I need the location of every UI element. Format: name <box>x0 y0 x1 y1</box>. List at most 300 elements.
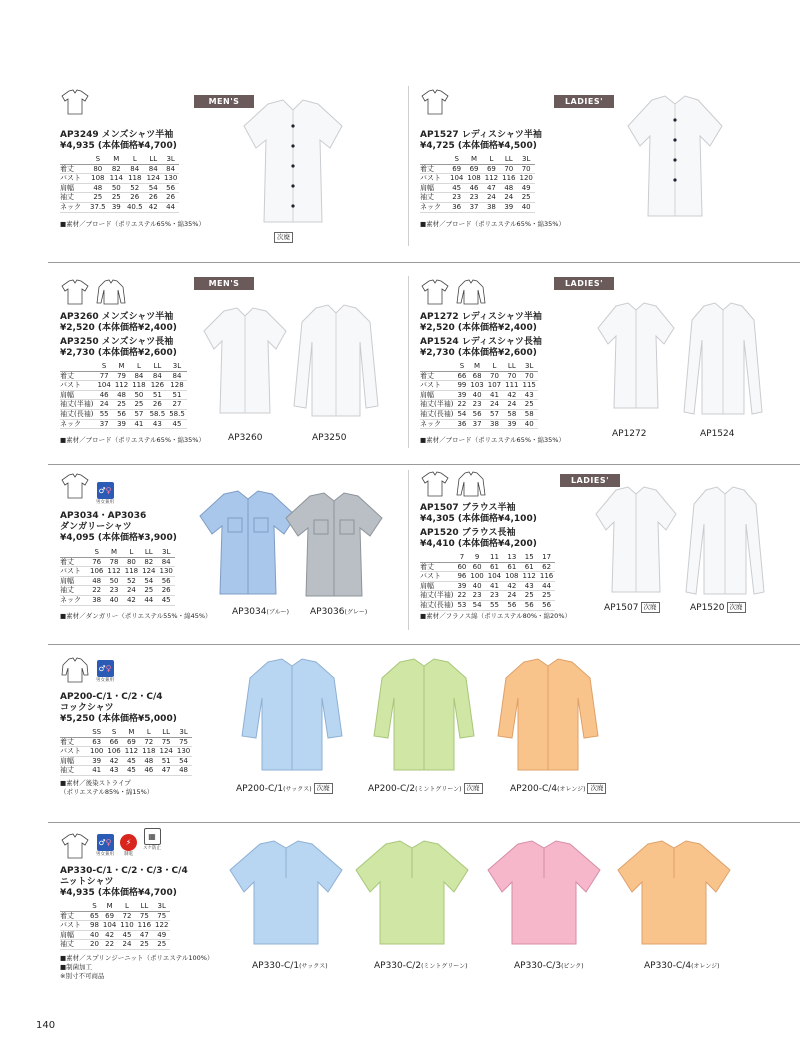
size-row <box>420 183 535 193</box>
measure-value: 25 <box>521 400 538 410</box>
product-price: ¥2,730 (本体価格¥2,600) <box>420 348 537 358</box>
size-table <box>420 362 538 429</box>
caption-ap330-c2: AP330-C/2(ミントグリーン) <box>374 961 468 971</box>
measure-value: 25 <box>136 940 153 950</box>
sketch-icons <box>60 278 126 306</box>
measure-value: 44 <box>140 595 157 605</box>
size-row <box>60 576 175 586</box>
measure-value: 42 <box>105 756 122 766</box>
measure-value: 75 <box>158 737 175 747</box>
measure-value: 24 <box>118 940 135 950</box>
size-header-cell: S <box>95 362 112 371</box>
measure-value: 100 <box>90 747 104 756</box>
sketch-icons <box>60 832 161 860</box>
size-header-blank <box>420 553 455 562</box>
product-name: AP1527 レディスシャツ半袖 <box>420 130 542 140</box>
size-row <box>420 591 555 601</box>
measure-value: 23 <box>465 193 482 203</box>
measure-value: 37 <box>465 202 482 212</box>
mens-badge: MEN'S <box>194 277 254 290</box>
size-header-cell: S <box>88 155 108 164</box>
size-row <box>420 572 555 582</box>
measure-value: 56 <box>162 183 179 193</box>
measure-label: 着丈 <box>420 164 448 174</box>
size-header-cell: 3L <box>518 155 535 164</box>
product-name: AP1520 ブラウス長袖 <box>420 528 516 538</box>
product-price: ¥4,410 (本体価格¥4,200) <box>420 539 537 549</box>
size-table <box>60 902 170 950</box>
measure-value: 38 <box>88 595 105 605</box>
measure-value: 50 <box>108 183 125 193</box>
size-row <box>60 419 187 429</box>
measure-value: 112 <box>107 567 121 576</box>
measure-value: 43 <box>521 581 538 591</box>
size-header-cell: 3L <box>175 728 192 737</box>
caption-ap330-c1: AP330-C/1(サックス) <box>252 961 328 971</box>
measure-value: 124 <box>142 567 156 576</box>
measure-value: 70 <box>518 164 535 174</box>
size-header-blank <box>60 155 88 164</box>
shirt-photo-ap1524 <box>680 300 766 420</box>
measure-value: 22 <box>457 400 467 409</box>
measure-value: 44 <box>538 581 555 591</box>
caption-ap200-c1: AP200-C/1(サックス) 次廃 <box>236 783 333 796</box>
measure-value: 47 <box>136 930 153 940</box>
size-row <box>60 174 179 184</box>
product-name: AP3249 メンズシャツ半袖 <box>60 130 174 140</box>
size-header-cell: L <box>125 155 145 164</box>
measure-value: 25 <box>140 586 157 596</box>
caption-ap1524: AP1524 <box>700 429 735 439</box>
measure-value: 45 <box>167 419 187 429</box>
measure-label: ネック <box>60 202 88 212</box>
size-row <box>60 930 170 940</box>
product-name: AP1507 ブラウス半袖 <box>420 503 516 513</box>
unisex-icon: ♂ ♀ 男女兼用 <box>96 482 114 505</box>
product-name: ダンガリーシャツ <box>60 522 132 532</box>
product-name: AP3034・AP3036 <box>60 511 147 521</box>
measure-label: バスト <box>420 381 455 391</box>
measure-value: 46 <box>140 766 157 776</box>
size-row <box>420 381 538 391</box>
measure-value: 72 <box>140 737 157 747</box>
measure-value: 48 <box>175 766 192 776</box>
measure-value: 56 <box>468 409 485 419</box>
product-name: AP200-C/1・C/2・C/4 <box>60 692 163 702</box>
measure-label: ネック <box>420 202 448 212</box>
measure-value: 103 <box>470 381 484 390</box>
measure-value: 51 <box>167 390 187 400</box>
measure-value: 106 <box>90 567 104 576</box>
size-header-cell: M <box>105 548 122 557</box>
measure-value: 84 <box>148 371 168 381</box>
size-header-cell: LL <box>500 155 517 164</box>
measure-value: 39 <box>88 756 105 766</box>
size-header-cell: L <box>130 362 147 371</box>
product-name: AP1272 レディスシャツ半袖 <box>420 312 542 322</box>
shirt-photo-ap1507 <box>592 484 680 596</box>
size-row <box>60 183 179 193</box>
size-table <box>60 362 187 429</box>
short-sleeve-sketch-icon <box>420 88 450 116</box>
measure-value: 111 <box>505 381 519 390</box>
measure-value: 50 <box>130 390 147 400</box>
size-header-cell: M <box>113 362 130 371</box>
measure-value: 48 <box>113 390 130 400</box>
size-header-cell: 11 <box>486 553 503 562</box>
measure-value: 41 <box>486 390 503 400</box>
measure-value: 42 <box>101 930 118 940</box>
size-row <box>60 202 179 212</box>
unisex-icon: ♂ ♀ 男女兼用 <box>96 834 114 857</box>
size-header-cell: M <box>101 902 118 911</box>
measure-value: 84 <box>125 164 145 174</box>
not-for-sale-tag: 次廃 <box>587 783 606 794</box>
measure-value: 106 <box>107 747 121 756</box>
measure-value: 24 <box>503 591 520 601</box>
product-price: ¥2,520 (本体価格¥2,400) <box>420 323 537 333</box>
size-row <box>420 419 538 429</box>
shirt-photo-ap3036 <box>282 490 386 600</box>
measure-value: 39 <box>113 419 130 429</box>
measure-value: 66 <box>457 371 467 380</box>
size-header-row <box>420 553 555 562</box>
unisex-icon: ♂ ♀ 男女兼用 <box>96 660 114 683</box>
measure-value: 25 <box>130 400 147 410</box>
measure-value: 37 <box>95 419 112 429</box>
size-header-cell: SS <box>88 728 105 737</box>
measure-value: 58 <box>503 409 520 419</box>
column-divider <box>408 276 409 448</box>
measure-value: 41 <box>486 581 503 591</box>
measure-value: 36 <box>457 419 467 428</box>
measure-value: 52 <box>125 183 145 193</box>
measure-value: 58.5 <box>169 409 185 418</box>
size-header-cell: 3L <box>158 548 175 557</box>
size-header-cell: 17 <box>538 553 555 562</box>
measure-value: 39 <box>457 581 467 590</box>
size-row <box>60 400 187 410</box>
measure-value: 55 <box>95 409 112 419</box>
size-header-row <box>60 548 175 557</box>
measure-value: 118 <box>132 381 146 390</box>
measure-value: 25 <box>88 193 108 203</box>
size-row <box>60 409 187 419</box>
short-sleeve-sketch-icon <box>420 278 450 306</box>
shirt-photo-ap200-c4 <box>494 656 602 774</box>
measure-label: 肩幅 <box>60 756 88 766</box>
caption-ap200-c4: AP200-C/4(オレンジ) 次廃 <box>510 783 606 796</box>
measure-value: 54 <box>140 576 157 586</box>
measure-value: 22 <box>88 586 105 596</box>
size-table <box>420 155 535 213</box>
measure-label: バスト <box>420 572 455 582</box>
shirt-photo-ap200-c2 <box>370 656 478 774</box>
shirt-photo-ap330-c4 <box>614 838 734 948</box>
measure-label: 袖丈(長袖) <box>60 409 94 418</box>
size-table <box>60 548 175 606</box>
product-price: ¥4,305 (本体価格¥4,100) <box>420 514 537 524</box>
material-note: （ポリエステル85%・綿15%） <box>60 788 154 796</box>
size-header-cell: S <box>88 902 101 911</box>
caption-ap3260: AP3260 <box>228 433 263 443</box>
sketch-icons <box>60 472 114 505</box>
antistatic-icon: ⚡ 制電 <box>120 834 137 857</box>
product-price: ¥2,730 (本体価格¥2,600) <box>60 348 177 358</box>
material-note: ■素材／ブロード（ポリエステル65%・綿35%） <box>420 436 565 444</box>
caption-ap1507: AP1507 次廃 <box>604 602 660 614</box>
measure-value: 45 <box>158 595 175 605</box>
measure-value: 104 <box>450 174 464 183</box>
size-header-cell: LL <box>140 548 157 557</box>
measure-value: 58.5 <box>149 409 166 418</box>
measure-value: 108 <box>467 174 481 183</box>
product-name: AP1524 レディスシャツ長袖 <box>420 337 542 347</box>
measure-value: 41 <box>130 419 147 429</box>
measure-label: 袖丈(長袖) <box>420 600 454 609</box>
measure-value: 56 <box>521 600 538 610</box>
size-row <box>420 202 535 212</box>
measure-value: 48 <box>88 183 108 193</box>
product-price: ¥4,725 (本体価格¥4,500) <box>420 141 537 151</box>
measure-label: 袖丈(半袖) <box>420 400 454 409</box>
measure-value: 26 <box>145 193 162 203</box>
shirt-photo-ap3249 <box>238 96 348 226</box>
measure-value: 45 <box>118 930 135 940</box>
material-note: ※別寸不可商品 <box>60 972 105 980</box>
size-header-cell: S <box>88 548 105 557</box>
measure-value: 37 <box>468 419 485 429</box>
measure-label: 肩幅 <box>420 183 448 193</box>
shirt-photo-ap330-c3 <box>484 838 604 948</box>
page-number: 140 <box>36 1020 56 1031</box>
measure-value: 57 <box>130 409 147 419</box>
caption-ap330-c4: AP330-C/4(オレンジ) <box>644 961 720 971</box>
ladies-badge: LADIES' <box>554 95 614 108</box>
measure-value: 115 <box>522 381 536 390</box>
measure-label: 袖丈 <box>420 193 448 203</box>
measure-value: 130 <box>159 567 173 576</box>
measure-value: 36 <box>448 202 465 212</box>
caption-ap3034: AP3034(ブルー) <box>232 607 289 617</box>
caption-ap1272: AP1272 <box>612 429 647 439</box>
measure-value: 96 <box>457 572 467 581</box>
size-row <box>60 921 170 931</box>
sketch-icons <box>60 88 90 116</box>
measure-value: 23 <box>468 591 485 601</box>
measure-value: 23 <box>105 586 122 596</box>
caption-ap3036: AP3036(グレー) <box>310 607 368 617</box>
measure-value: 116 <box>539 572 554 581</box>
size-row <box>420 581 555 591</box>
size-header-cell: 3L <box>521 362 538 371</box>
measure-value: 25 <box>538 591 555 601</box>
measure-value: 54 <box>457 409 467 418</box>
material-note: ■素材／ブロード（ポリエステル65%・綿35%） <box>60 220 205 228</box>
size-row <box>420 390 538 400</box>
column-divider <box>408 86 409 246</box>
measure-value: 80 <box>123 557 140 567</box>
product-price: ¥4,935 (本体価格¥4,700) <box>60 141 177 151</box>
size-header-blank <box>420 362 455 371</box>
measure-value: 84 <box>162 164 179 174</box>
sketch-icons <box>420 278 486 306</box>
measure-value: 82 <box>108 164 125 174</box>
size-row <box>60 737 192 747</box>
measure-value: 49 <box>153 930 170 940</box>
measure-label: 袖丈 <box>60 193 88 203</box>
measure-label: 着丈 <box>60 557 88 567</box>
mens-badge: MEN'S <box>194 95 254 108</box>
measure-value: 43 <box>148 419 168 429</box>
size-header-row <box>420 155 535 164</box>
caption-ap1520: AP1520 次廃 <box>690 602 746 614</box>
measure-label: 袖丈(長袖) <box>420 409 454 418</box>
size-header-cell: M <box>468 362 485 371</box>
size-row <box>420 600 555 610</box>
shirt-photo-ap330-c1 <box>226 838 346 948</box>
size-row <box>60 381 187 391</box>
size-header-cell: S <box>105 728 122 737</box>
measure-label: 着丈 <box>420 562 455 572</box>
size-row <box>420 400 538 410</box>
size-header-blank <box>420 155 448 164</box>
ladies-badge: LADIES' <box>554 277 614 290</box>
measure-value: 38 <box>483 202 500 212</box>
measure-value: 39 <box>503 419 520 429</box>
long-sleeve-sketch-icon <box>96 278 126 306</box>
measure-value: 51 <box>148 390 168 400</box>
caption-ap200-c2: AP200-C/2(ミントグリーン) 次廃 <box>368 783 483 796</box>
ladies-badge: LADIES' <box>560 474 620 487</box>
measure-label: 肩幅 <box>60 183 88 193</box>
measure-value: 22 <box>101 940 118 950</box>
measure-value: 25 <box>108 193 125 203</box>
measure-value: 57 <box>486 409 503 419</box>
product-price: ¥4,095 (本体価格¥3,900) <box>60 533 177 543</box>
measure-value: 24 <box>95 400 112 410</box>
shirt-photo-ap1272 <box>594 300 678 412</box>
measure-value: 70 <box>503 371 520 381</box>
measure-value: 110 <box>120 921 134 930</box>
measure-value: 39 <box>457 390 467 399</box>
long-sleeve-sketch-icon <box>456 278 486 306</box>
measure-label: ネック <box>60 419 95 429</box>
measure-value: 126 <box>148 381 168 391</box>
measure-value: 48 <box>140 756 157 766</box>
size-table <box>60 155 179 213</box>
size-header-cell: LL <box>503 362 520 371</box>
size-row <box>420 409 538 419</box>
size-row <box>60 193 179 203</box>
measure-value: 56 <box>158 576 175 586</box>
not-for-sale-tag: 次廃 <box>727 602 746 613</box>
measure-value: 24 <box>486 400 503 410</box>
measure-value: 122 <box>155 921 169 930</box>
measure-value: 45 <box>448 183 465 193</box>
measure-value: 69 <box>465 164 482 174</box>
measure-value: 112 <box>484 174 499 183</box>
measure-value: 43 <box>105 766 122 776</box>
measure-value: 40 <box>468 390 485 400</box>
measure-value: 120 <box>519 174 533 183</box>
measure-value: 24 <box>123 586 140 596</box>
measure-label: 肩幅 <box>60 390 95 400</box>
measure-label: ネック <box>420 419 455 429</box>
measure-value: 108 <box>505 572 519 581</box>
measure-value: 107 <box>487 381 502 390</box>
measure-value: 44 <box>162 202 179 212</box>
size-row <box>420 193 535 203</box>
measure-value: 23 <box>448 193 465 203</box>
measure-value: 40 <box>468 581 485 591</box>
measure-value: 39 <box>108 202 125 212</box>
knit-shirt-sketch-icon <box>60 832 90 860</box>
material-note: ■素材／フラノス綿（ポリエステル80%・綿20%） <box>420 612 571 620</box>
material-note: ■制菌加工 <box>60 963 93 971</box>
measure-value: 62 <box>538 562 555 572</box>
measure-value: 60 <box>468 562 485 572</box>
size-header-blank <box>60 362 95 371</box>
measure-value: 77 <box>95 371 112 381</box>
measure-value: 46 <box>465 183 482 193</box>
shirt-photo-ap3260 <box>200 305 290 417</box>
see-through-prevention-icon: ▦ スケ防止 <box>143 828 161 851</box>
size-row <box>60 911 170 921</box>
measure-label: 袖丈 <box>60 766 88 776</box>
size-row <box>420 562 555 572</box>
measure-value: 40 <box>518 202 535 212</box>
not-for-sale-tag: 次廃 <box>272 232 293 244</box>
not-for-sale-tag: 次廃 <box>464 783 483 794</box>
measure-value: 25 <box>113 400 130 410</box>
measure-value: 78 <box>105 557 122 567</box>
measure-value: 128 <box>167 381 187 391</box>
measure-value: 80 <box>88 164 108 174</box>
product-name: AP3250 メンズシャツ長袖 <box>60 337 174 347</box>
measure-value: 50 <box>105 576 122 586</box>
measure-value: 48 <box>500 183 517 193</box>
measure-value: 23 <box>468 400 485 410</box>
measure-value: 26 <box>148 400 168 410</box>
size-row <box>60 164 179 174</box>
measure-label: ネック <box>60 595 88 605</box>
measure-value: 69 <box>448 164 465 174</box>
measure-label: 袖丈(半袖) <box>420 591 454 600</box>
measure-value: 40 <box>90 930 99 939</box>
size-header-cell: LL <box>136 902 153 911</box>
measure-value: 40 <box>105 595 122 605</box>
measure-value: 46 <box>95 390 112 400</box>
size-row <box>60 586 175 596</box>
size-row <box>60 756 192 766</box>
measure-label: 袖丈 <box>60 586 88 596</box>
measure-value: 69 <box>123 737 140 747</box>
size-header-cell: L <box>486 362 503 371</box>
measure-label: バスト <box>60 747 88 757</box>
section-divider <box>48 464 800 465</box>
measure-value: 118 <box>124 567 139 576</box>
size-header-cell: L <box>483 155 500 164</box>
size-header-cell: LL <box>145 155 162 164</box>
measure-value: 41 <box>88 766 105 776</box>
measure-value: 84 <box>145 164 162 174</box>
measure-value: 42 <box>503 581 520 591</box>
measure-value: 53 <box>457 600 467 609</box>
measure-label: 着丈 <box>60 371 95 381</box>
measure-value: 104 <box>97 381 111 390</box>
size-header-blank <box>60 548 88 557</box>
